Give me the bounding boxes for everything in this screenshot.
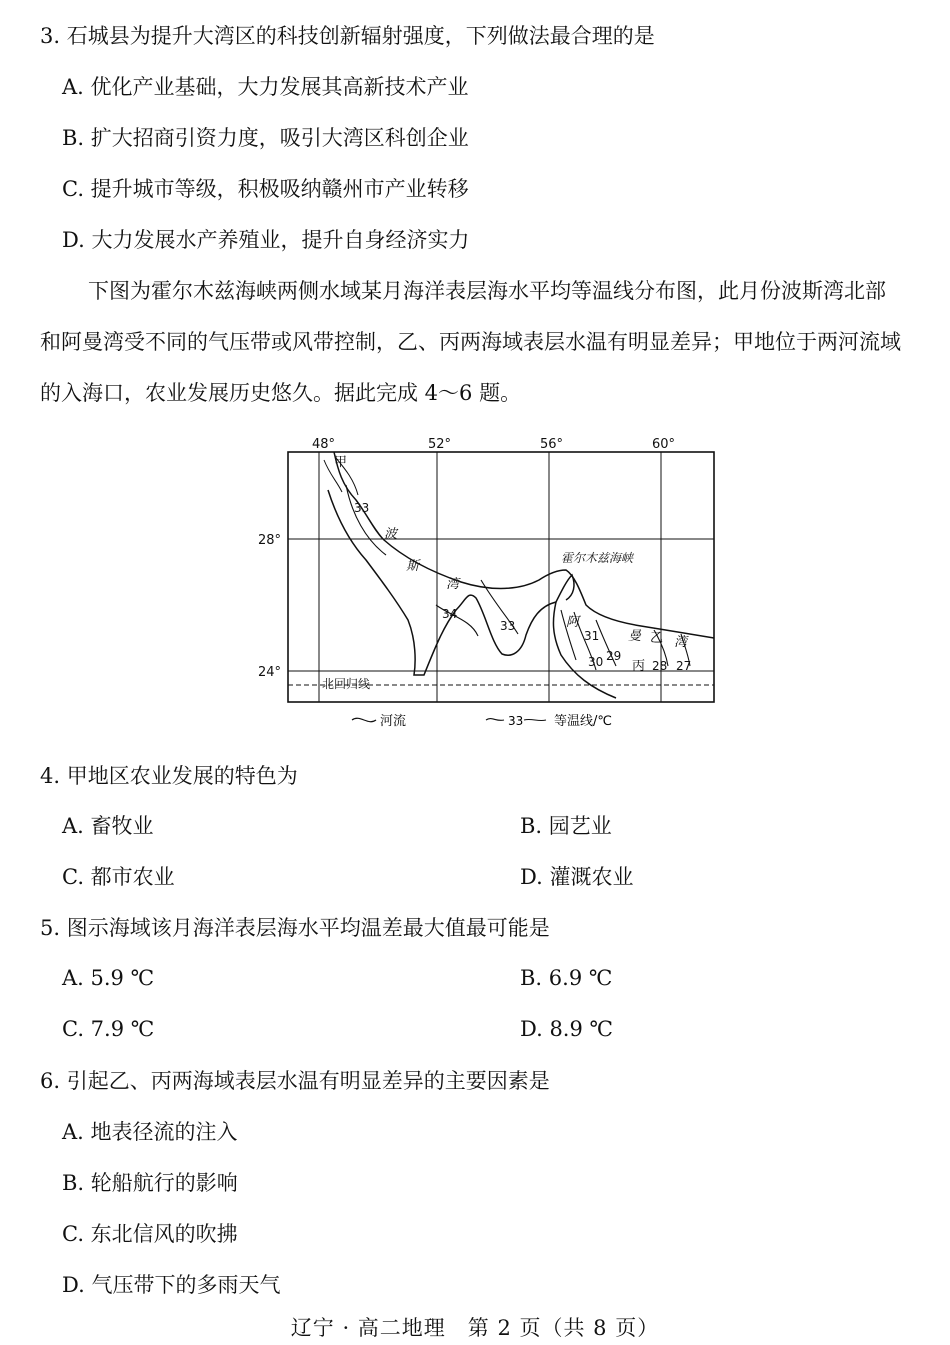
oman-char-2: 曼 bbox=[628, 629, 642, 644]
isotherm-map bbox=[256, 430, 726, 735]
legend-isotherm-label: 等温线/℃ bbox=[554, 714, 612, 729]
strait-label: 霍尔木兹海峡 bbox=[561, 551, 634, 565]
musandam bbox=[556, 575, 574, 602]
question-6-option-a: A. 地表径流的注入 bbox=[62, 1120, 238, 1144]
question-4-option-d: D. 灌溉农业 bbox=[520, 865, 634, 889]
gulf-char-3: 湾 bbox=[446, 577, 460, 592]
question-6-option-c: C. 东北信风的吹拂 bbox=[62, 1222, 238, 1246]
legend-river-symbol bbox=[352, 718, 376, 721]
question-4-option-b: B. 园艺业 bbox=[520, 814, 612, 838]
map-legend bbox=[352, 713, 612, 729]
legend-isotherm-symbol-right bbox=[524, 719, 546, 720]
lat-label-24: 24° bbox=[258, 665, 282, 680]
oman-char-3: 湾 bbox=[674, 635, 688, 650]
question-6-option-d: D. 气压带下的多雨天气 bbox=[62, 1273, 281, 1297]
question-5-stem: 5. 图示海域该月海洋表层海水平均温差最大值最可能是 bbox=[40, 916, 550, 940]
legend-river-label: 河流 bbox=[380, 714, 407, 729]
isotherm-label-30: 30 bbox=[588, 655, 604, 669]
isotherm-label-33-north: 33 bbox=[354, 501, 370, 515]
oman-char-1: 阿 bbox=[566, 615, 580, 630]
question-6-stem: 6. 引起乙、丙两海域表层水温有明显差异的主要因素是 bbox=[40, 1069, 550, 1093]
question-5-option-c: C. 7.9 ℃ bbox=[62, 1017, 155, 1041]
question-3-option-d: D. 大力发展水产养殖业，提升自身经济实力 bbox=[62, 228, 470, 252]
isotherm-label-33-gulf: 33 bbox=[500, 619, 516, 633]
legend-isotherm-value: 33 bbox=[508, 714, 524, 728]
passage-line-2: 和阿曼湾受不同的气压带或风带控制，乙、丙两海域表层水温有明显差异；甲地位于两河流域 bbox=[40, 330, 901, 354]
map-frame bbox=[288, 452, 714, 702]
isotherm-label-34: 34 bbox=[442, 607, 458, 621]
north-coast bbox=[334, 452, 714, 638]
question-3-option-a: A. 优化产业基础，大力发展其高新技术产业 bbox=[62, 75, 469, 99]
lon-label-56: 56° bbox=[540, 437, 564, 452]
legend-isotherm-symbol-left bbox=[486, 719, 504, 721]
question-3-stem: 3. 石城县为提升大湾区的科技创新辐射强度，下列做法最合理的是 bbox=[40, 24, 655, 48]
lat-label-28: 28° bbox=[258, 533, 282, 548]
page-footer: 辽宁 · 高二地理 第 2 页（共 8 页） bbox=[290, 1316, 660, 1340]
isotherm-label-31: 31 bbox=[584, 629, 600, 643]
isotherm-label-29: 29 bbox=[606, 649, 622, 663]
gulf-char-1: 波 bbox=[384, 527, 398, 542]
question-5-option-a: A. 5.9 ℃ bbox=[62, 966, 155, 990]
label-yi: 乙 bbox=[650, 631, 664, 646]
question-6-option-b: B. 轮船航行的影响 bbox=[62, 1171, 238, 1195]
south-coast bbox=[328, 490, 616, 698]
question-4-option-a: A. 畜牧业 bbox=[62, 814, 154, 838]
lon-label-60: 60° bbox=[652, 437, 676, 452]
label-bing: 丙 bbox=[632, 659, 646, 674]
question-4-stem: 4. 甲地区农业发展的特色为 bbox=[40, 764, 298, 788]
gulf-char-2: 斯 bbox=[406, 559, 420, 574]
lon-label-52: 52° bbox=[428, 437, 452, 452]
label-jia: 甲 bbox=[334, 455, 348, 470]
question-4-option-c: C. 都市农业 bbox=[62, 865, 175, 889]
question-3-option-b: B. 扩大招商引资力度，吸引大湾区科创企业 bbox=[62, 126, 469, 150]
question-5-option-b: B. 6.9 ℃ bbox=[520, 966, 613, 990]
question-3-option-c: C. 提升城市等级，积极吸纳赣州市产业转移 bbox=[62, 177, 469, 201]
lon-label-48: 48° bbox=[312, 437, 336, 452]
tropic-label: 北回归线 bbox=[322, 677, 371, 691]
passage-line-1: 下图为霍尔木兹海峡两侧水域某月海洋表层海水平均等温线分布图，此月份波斯湾北部 bbox=[88, 279, 886, 303]
isotherm-label-27: 27 bbox=[676, 659, 692, 673]
question-5-option-d: D. 8.9 ℃ bbox=[520, 1017, 614, 1041]
passage-line-3: 的入海口，农业发展历史悠久。据此完成 4～6 题。 bbox=[40, 381, 522, 405]
isotherm-label-28: 28 bbox=[652, 659, 668, 673]
